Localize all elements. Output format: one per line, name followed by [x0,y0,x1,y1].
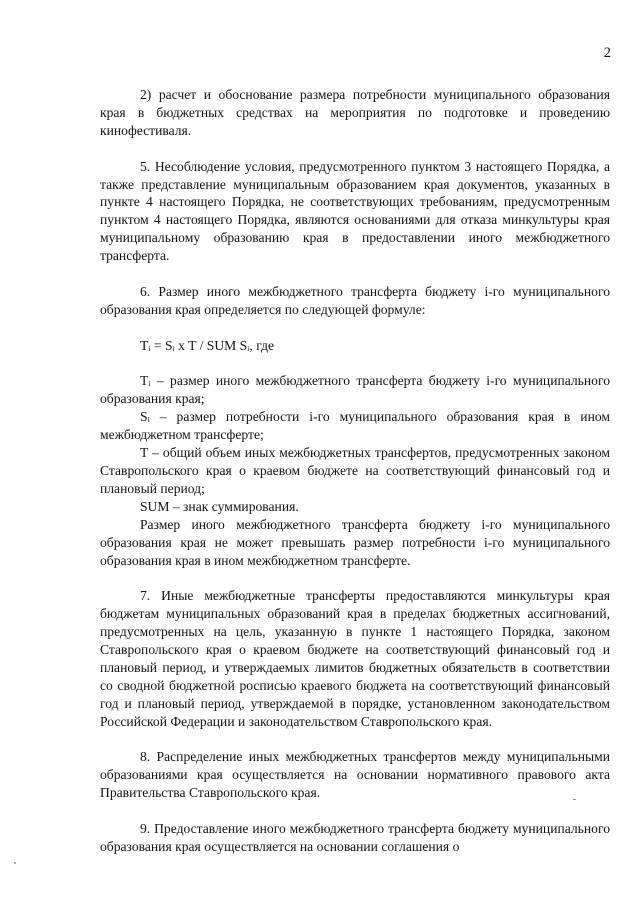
definition-si: Sᵢ – размер потребности i-го муниципального образования края в ином межбюджетном трансферте; [100,409,610,443]
scan-speck [14,862,16,864]
paragraph-needs-calculation: 2) расчет и обоснование размера потребности муниципального образования края в бюджетных средствах на мероприятия по подготовке и проведению кинофестиваля. [100,87,610,138]
document-body [100,86,610,856]
scan-speck [573,799,576,800]
page-number: 2 [603,45,611,61]
paragraph-item-9: 9. Предоставление иного межбюджетного трансферта бюджету муниципального образования края осуществляется на основании соглашения о [100,821,610,854]
paragraph-item-7: 7. Иные межбюджетные трансферты предоставляются минкультуры края бюджетам муниципальных образований края в пределах бюджетных ассигнований, предусмотренных на цель, указанную в пункте 1 настоящего Порядка, законом Ставропольского края о краевом бюджете на соответствующий финансовый год и плановый период, и утверждаемых лимитов бюджетных обязательств в соответствии со сводной бюджетной росписью краевого бюджета на соответствующий финансовый год и плановый период, утверждаемой в порядке, установленном законодательством Российской Федерации и законодательством Ставропольского края. [100,588,610,729]
definition-t: T – общий объем иных межбюджетных трансфертов, предусмотренных законом Ставропольского края о краевом бюджете на соответствующий финансовый год и плановый период; [100,445,610,496]
definition-sum: SUM – знак суммирования. [140,498,299,514]
definition-ti: Tᵢ – размер иного межбюджетного трансферта бюджету i-го муниципального образования края; [100,373,610,407]
paragraph-limit: Размер иного межбюджетного трансферта бюджету i-го муниципального образования края не может превышать размер потребности i-го муниципального образования края в ином межбюджетном трансферте. [100,516,610,568]
paragraph-item-6: 6. Размер иного межбюджетного трансферта бюджету i-го муниципального образования края определяется по следующей формуле: [100,283,610,317]
formula: Tᵢ = Sᵢ x T / SUM Sᵢ, где [140,337,275,353]
paragraph-item-8: 8. Распределение иных межбюджетных трансфертов между муниципальными образованиями края осуществляется на основании нормативного правового акта Правительства Ставропольского края. [100,749,610,801]
paragraph-item-5: 5. Несоблюдение условия, предусмотренного пунктом 3 настоящего Порядка, а также представление муниципальным образованием края документов, указанных в пункте 4 настоящего Порядка, не соответствующих требованиям, предусмотренным пунктом 4 настоящего Порядка, являются основаниями для отказа минкультуры края муниципальному образованию края в предоставлении иного межбюджетного трансферта. [100,158,610,264]
